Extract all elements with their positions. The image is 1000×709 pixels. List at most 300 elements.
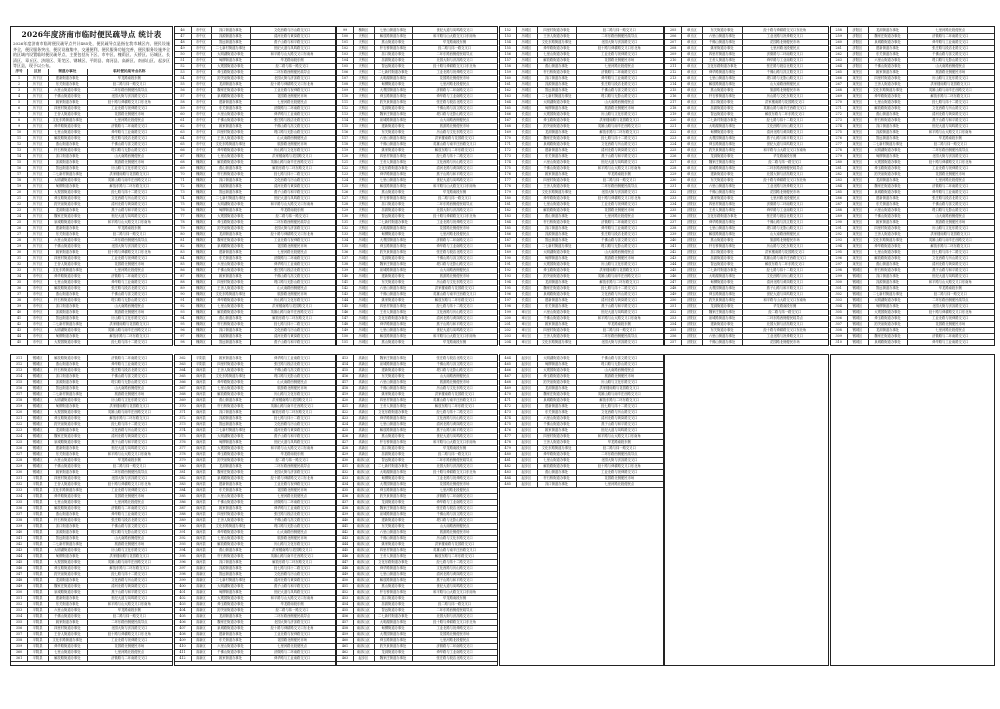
table-block <box>10 354 173 666</box>
place-cell: 工业北路与祝舜路交叉口 <box>601 470 638 474</box>
table-block <box>830 354 995 666</box>
street-cell: 大明湖街道办事处 <box>48 547 88 553</box>
serial-cell: 72 <box>175 183 192 189</box>
street-cell: 泺口街道办事处 <box>868 273 908 279</box>
district-cell: 槐荫区 <box>191 189 213 195</box>
serial-cell: 103 <box>337 51 354 57</box>
street-cell: 燕山街道办事处 <box>211 547 250 553</box>
serial-cell: 320 <box>11 409 28 415</box>
district-cell: 长清区 <box>516 243 538 249</box>
street-cell: 千佛山街道办事处 <box>374 535 413 541</box>
place-cell: 经七路与纬十二路交叉口 <box>601 136 638 140</box>
serial-cell: 400 <box>175 583 192 589</box>
serial-cell: 187 <box>500 237 517 243</box>
place-cell: 解放东路与二环东路交叉口 <box>434 298 475 302</box>
district-cell: 市中区 <box>191 81 213 87</box>
district-cell: 天桥区 <box>353 51 375 57</box>
street-cell: 王舍人街道办事处 <box>702 207 742 213</box>
district-cell: 历下区 <box>27 261 49 267</box>
street-cell: 四里村街道办事处 <box>48 105 88 111</box>
place-cell: 堤口路与无影山路交叉口 <box>766 226 803 230</box>
district-cell: 天桥区 <box>353 207 375 213</box>
street-cell: 四里村街道办事处 <box>702 51 742 57</box>
district-cell: 莱芜区 <box>847 237 869 243</box>
street-cell: 千佛山街道办事处 <box>537 165 577 171</box>
district-cell: 平阴县 <box>27 517 49 523</box>
serial-cell: 390 <box>175 523 192 529</box>
place-cell: 堤口路与无影山路交叉口 <box>932 58 969 62</box>
district-cell: 起步区 <box>516 373 538 379</box>
serial-cell: 463 <box>337 655 354 661</box>
street-cell: 魏家庄街道办事处 <box>537 285 577 291</box>
street-cell: 文化东路街道办事处 <box>374 559 413 565</box>
serial-cell: 18 <box>11 177 28 183</box>
place-cell: 历山路与文化东路交叉口 <box>273 392 311 396</box>
serial-cell: 411 <box>175 649 192 655</box>
street-cell: 甸柳街道办事处 <box>48 553 88 559</box>
serial-cell: 372 <box>175 415 192 421</box>
district-cell: 钢城区 <box>27 445 49 451</box>
place-cell: 经二路与纬一路交叉口 <box>275 608 309 612</box>
place-cell: 清河北路与黄岗路交叉口 <box>273 334 311 338</box>
place-cell: 华龙路南段东侧 <box>607 322 631 326</box>
serial-cell: 76 <box>175 207 192 213</box>
serial-cell: 220 <box>665 117 682 123</box>
street-cell: 杆石桥街道办事处 <box>702 93 742 99</box>
street-cell: 姚家街道办事处 <box>374 541 413 547</box>
district-cell: 起步区 <box>516 469 538 475</box>
district-cell: 历下区 <box>27 219 49 225</box>
street-cell: 智远街道办事处 <box>537 237 577 243</box>
place-cell: 二环东路西侧便民疏导点 <box>273 614 311 618</box>
serial-cell: 124 <box>337 177 354 183</box>
district-cell: 章丘区 <box>516 315 538 321</box>
district-cell: 槐荫区 <box>191 267 213 273</box>
street-cell: 龙洞街道办事处 <box>374 499 413 505</box>
district-cell: 长清区 <box>516 279 538 285</box>
serial-cell: 249 <box>665 291 682 297</box>
street-cell: 四里村街道办事处 <box>48 255 88 261</box>
place-cell: 经二路与纬一路交叉口 <box>438 196 472 200</box>
district-cell: 天桥区 <box>353 39 375 45</box>
district-cell: 高新区 <box>353 445 375 451</box>
district-cell: 长清区 <box>516 171 538 177</box>
street-cell: 东关街道办事处 <box>868 51 908 57</box>
serial-cell: 281 <box>831 165 848 171</box>
district-cell: 长清区 <box>516 237 538 243</box>
street-cell: 趵突泉街道办事处 <box>211 457 250 463</box>
district-cell: 济阳区 <box>681 279 703 285</box>
serial-cell: 1 <box>11 75 28 81</box>
street-cell: 燕山街道办事处 <box>48 291 88 297</box>
place-cell: 堤口路与无影山路交叉口 <box>436 262 473 266</box>
place-cell: 工业北路与祝舜路交叉口 <box>111 638 148 642</box>
district-cell: 长清区 <box>516 177 538 183</box>
serial-cell: 146 <box>337 309 354 315</box>
place-cell: 历山路与文化东路交叉口 <box>111 548 148 552</box>
serial-cell: 62 <box>175 123 192 129</box>
place-cell: 工业北路与祝舜路交叉口 <box>766 34 803 38</box>
place-cell: 千佛山路与泺文路交叉口 <box>111 142 148 146</box>
place-cell: 华龙路南段东侧 <box>607 440 631 444</box>
serial-cell: 164 <box>500 99 517 105</box>
serial-cell: 254 <box>665 321 682 327</box>
serial-cell: 370 <box>175 403 192 409</box>
serial-cell: 242 <box>665 249 682 255</box>
district-cell: 槐荫区 <box>191 231 213 237</box>
serial-cell: 306 <box>831 315 848 321</box>
serial-cell: 36 <box>11 285 28 291</box>
place-cell: 文化西路与历山路交叉口 <box>436 416 473 420</box>
place-cell: 清河北路与黄岗路交叉口 <box>601 148 638 152</box>
serial-cell: 274 <box>831 123 848 129</box>
district-cell: 历城区 <box>353 267 375 273</box>
district-cell: 市中区 <box>27 303 49 309</box>
street-cell: 泺口街道办事处 <box>211 27 250 33</box>
serial-cell: 433 <box>337 475 354 481</box>
district-cell: 章丘区 <box>516 321 538 327</box>
street-cell: 姚家街道办事处 <box>702 45 742 51</box>
street-cell: 甸柳街道办事处 <box>48 333 88 339</box>
street-cell: 舜华路街道办事处 <box>537 45 577 51</box>
place-cell: 张庄路与段店北路交叉口 <box>601 82 638 86</box>
serial-cell: 289 <box>831 213 848 219</box>
district-cell: 历下区 <box>27 87 49 93</box>
street-cell: 舜华路街道办事处 <box>48 493 88 499</box>
table-block <box>499 354 664 666</box>
district-cell: 章丘区 <box>516 327 538 333</box>
place-cell: 堤口路与无影山路交叉口 <box>273 374 311 378</box>
place-cell: 清河北路与黄岗路交叉口 <box>436 572 473 576</box>
column-header: 区县 <box>27 69 49 75</box>
district-cell: 商河县 <box>191 421 213 427</box>
district-cell: 莱芜区 <box>847 99 869 105</box>
place-cell: 千佛山路与泺文路交叉口 <box>436 106 473 110</box>
place-cell: 二环东路西侧便民疏导点 <box>111 620 148 624</box>
district-cell: 商河县 <box>191 415 213 421</box>
district-cell: 南部山区 <box>353 529 375 535</box>
district-cell: 起步区 <box>516 415 538 421</box>
place-cell: 解放东路与二环东路交叉口 <box>930 94 971 98</box>
district-cell: 莱芜区 <box>847 105 869 111</box>
district-cell: 平阴县 <box>27 523 49 529</box>
district-cell: 槐荫区 <box>191 219 213 225</box>
serial-cell: 402 <box>175 595 192 601</box>
place-cell: 历山路与文化东路交叉口 <box>436 536 473 540</box>
district-cell: 历城区 <box>353 333 375 339</box>
district-cell: 钢城区 <box>847 309 869 315</box>
street-cell: 舜玉路街道办事处 <box>211 451 250 457</box>
district-cell: 平阴县 <box>27 475 49 481</box>
place-cell: 文化西路与历山路交叉口 <box>601 410 638 414</box>
place-cell: 张庄路与段店北路交叉口 <box>111 286 148 290</box>
place-cell: 世纪大道与凤鸣路交叉口 <box>766 142 803 146</box>
place-cell: 燕子山路与和平路交叉口 <box>273 190 311 194</box>
district-cell: 天桥区 <box>353 45 375 51</box>
serial-cell: 128 <box>337 201 354 207</box>
district-cell: 天桥区 <box>353 105 375 111</box>
serial-cell: 443 <box>337 535 354 541</box>
street-cell: 杆石桥街道办事处 <box>374 439 413 445</box>
serial-cell: 165 <box>500 105 517 111</box>
place-cell: 北园大街与济泺路交叉口 <box>932 154 969 158</box>
district-cell: 历下区 <box>27 171 49 177</box>
district-cell: 济阳区 <box>681 231 703 237</box>
place-cell: 北园大街与济泺路交叉口 <box>601 340 638 344</box>
district-cell: 槐荫区 <box>191 303 213 309</box>
district-cell: 长清区 <box>516 123 538 129</box>
place-cell: 七里河路北段便民点 <box>439 232 470 236</box>
district-cell: 长清区 <box>516 117 538 123</box>
place-cell: 英雄山路与南辛庄西路交叉口 <box>270 160 314 164</box>
place-cell: 山大南路西侧便民点 <box>277 380 307 384</box>
district-cell: 商河县 <box>191 541 213 547</box>
district-cell: 历城区 <box>516 39 538 45</box>
street-cell: 解放路街道办事处 <box>48 655 88 661</box>
place-cell: 千佛山路与泺文路交叉口 <box>436 512 473 516</box>
place-cell: 经二路与纬一路交叉口 <box>275 64 309 68</box>
place-cell: 燕子山路与和平路交叉口 <box>111 208 148 212</box>
district-cell: 槐荫区 <box>191 261 213 267</box>
street-cell: 杆石桥街道办事处 <box>868 117 908 123</box>
serial-cell: 120 <box>337 153 354 159</box>
street-cell: 东关街道办事处 <box>211 637 250 643</box>
district-cell: 历城区 <box>353 297 375 303</box>
street-cell: 文化东路街道办事处 <box>374 315 413 321</box>
serial-cell: 271 <box>831 105 848 111</box>
place-cell: 舜华路与工业南路交叉口 <box>932 190 969 194</box>
place-cell: 舜华路与工业南路交叉口 <box>111 362 148 366</box>
district-cell: 市中区 <box>191 147 213 153</box>
place-cell: 经七路与纬十二路交叉口 <box>436 410 473 414</box>
street-cell: 建新街道办事处 <box>868 195 908 201</box>
street-cell: 魏家庄街道办事处 <box>702 309 742 315</box>
street-cell: 千佛山街道办事处 <box>211 267 250 273</box>
serial-cell: 69 <box>175 165 192 171</box>
serial-cell: 55 <box>175 81 192 87</box>
street-cell: 千佛山街道办事处 <box>374 385 413 391</box>
street-cell: 泺源街道办事处 <box>702 105 742 111</box>
district-cell: 高新区 <box>353 385 375 391</box>
district-cell: 钢城区 <box>847 297 869 303</box>
street-cell: 泺口街道办事处 <box>537 75 577 81</box>
serial-cell: 313 <box>11 367 28 373</box>
street-cell: 泺口街道办事处 <box>374 201 413 207</box>
street-cell: 趵突泉街道办事处 <box>702 147 742 153</box>
place-cell: 经二路与纬一路交叉口 <box>602 178 636 182</box>
serial-cell: 166 <box>500 111 517 117</box>
street-cell: 七里山街道办事处 <box>48 279 88 285</box>
district-cell: 市中区 <box>27 333 49 339</box>
street-cell: 杆石桥街道办事处 <box>211 321 250 327</box>
serial-cell: 210 <box>665 57 682 63</box>
district-cell: 莱芜区 <box>847 189 869 195</box>
place-cell: 旅游路北侧便民市场 <box>439 380 470 384</box>
street-cell: 甸柳街道办事处 <box>537 105 577 111</box>
place-cell: 经十路与舜耕路交叉口东北角 <box>433 214 477 218</box>
serial-cell: 255 <box>665 327 682 333</box>
street-cell: 千佛山街道办事处 <box>48 613 88 619</box>
street-cell: 王舍人街道办事处 <box>211 285 250 291</box>
place-cell: 经十路与舜耕路交叉口东北角 <box>270 232 314 236</box>
district-cell: 莱芜区 <box>847 225 869 231</box>
serial-cell: 397 <box>175 565 192 571</box>
street-cell: 舜华路街道办事处 <box>211 297 250 303</box>
place-cell: 燕子山路与和平路交叉口 <box>436 578 473 582</box>
serial-cell: 421 <box>337 403 354 409</box>
district-cell: 钢城区 <box>847 327 869 333</box>
serial-cell: 133 <box>337 231 354 237</box>
place-cell: 工业北路与祝舜路交叉口 <box>932 316 969 320</box>
district-cell: 商河县 <box>191 529 213 535</box>
district-cell: 槐荫区 <box>191 279 213 285</box>
district-cell: 历下区 <box>27 237 49 243</box>
place-cell: 洪家楼南路与花园路交叉口 <box>109 172 150 176</box>
serial-cell: 227 <box>665 159 682 165</box>
serial-cell: 171 <box>500 141 517 147</box>
serial-cell: 292 <box>831 231 848 237</box>
district-cell: 天桥区 <box>353 183 375 189</box>
place-cell: 堤口路与无影山路交叉口 <box>766 76 803 80</box>
place-cell: 二环东路西侧便民疏导点 <box>436 202 473 206</box>
place-cell: 和平路与山大路交叉口东南角 <box>433 184 477 188</box>
street-cell: 魏家庄街道办事处 <box>374 355 413 361</box>
serial-cell: 199 <box>500 309 517 315</box>
street-cell: 魏家庄街道办事处 <box>868 33 908 39</box>
serial-cell: 143 <box>337 291 354 297</box>
place-cell: 历山路与文化东路交叉口 <box>766 94 803 98</box>
serial-cell: 142 <box>337 285 354 291</box>
serial-cell: 264 <box>831 63 848 69</box>
serial-cell: 407 <box>175 625 192 631</box>
serial-cell: 366 <box>175 379 192 385</box>
district-cell: 商河县 <box>191 403 213 409</box>
district-cell: 天桥区 <box>353 153 375 159</box>
serial-cell: 395 <box>175 553 192 559</box>
serial-cell: 483 <box>500 469 517 475</box>
serial-cell: 278 <box>831 147 848 153</box>
street-cell: 七里山街道办事处 <box>211 535 250 541</box>
place-cell: 和平路与山大路交叉口东南角 <box>107 602 151 606</box>
place-cell: 济微路与二环南路交叉口 <box>111 656 148 660</box>
place-cell: 山大南路西侧便民点 <box>604 100 635 104</box>
place-cell: 舜华路与工业南路交叉口 <box>932 40 969 44</box>
serial-cell: 222 <box>665 129 682 135</box>
district-cell: 槐荫区 <box>191 171 213 177</box>
street-cell: 解放路街道办事处 <box>537 463 577 469</box>
district-cell: 钢城区 <box>27 373 49 379</box>
serial-cell: 452 <box>337 589 354 595</box>
district-cell: 长清区 <box>516 189 538 195</box>
street-cell: 杆石桥街道办事处 <box>537 69 577 75</box>
place-cell: 工业北路与祝舜路交叉口 <box>111 488 148 492</box>
serial-cell: 105 <box>337 63 354 69</box>
serial-cell: 250 <box>665 297 682 303</box>
serial-cell: 427 <box>337 439 354 445</box>
district-cell: 章丘区 <box>516 339 538 345</box>
street-cell: 大观园街道办事处 <box>374 631 413 637</box>
street-cell: 大观园街道办事处 <box>537 111 577 117</box>
place-cell: 文化西路与历山路交叉口 <box>436 566 473 570</box>
serial-cell: 104 <box>337 57 354 63</box>
place-cell: 经二路与纬一路交叉口 <box>438 46 472 50</box>
place-cell: 北园大街与济泺路交叉口 <box>111 94 148 98</box>
street-cell: 燕山街道办事处 <box>868 111 908 117</box>
serial-cell: 228 <box>665 165 682 171</box>
place-cell: 旅游路北侧便民市场 <box>114 160 145 164</box>
district-cell: 南部山区 <box>353 607 375 613</box>
place-cell: 经七路与纬十二路交叉口 <box>766 268 803 272</box>
street-cell: 舜华路街道办事处 <box>211 147 250 153</box>
district-cell: 起步区 <box>516 385 538 391</box>
street-cell: 东关街道办事处 <box>374 279 413 285</box>
street-cell: 龙洞街道办事处 <box>537 279 577 285</box>
street-cell: 趵突泉街道办事处 <box>868 171 908 177</box>
place-cell: 千佛山路与泺文路交叉口 <box>273 518 311 522</box>
street-cell: 七里山街道办事处 <box>702 75 742 81</box>
district-cell: 章丘区 <box>681 147 703 153</box>
place-cell: 经七路与纬十二路交叉口 <box>436 560 473 564</box>
place-cell: 二环东路西侧便民疏导点 <box>601 184 638 188</box>
serial-cell: 31 <box>11 255 28 261</box>
place-cell: 山大南路西侧便民点 <box>114 154 145 158</box>
place-cell: 二环东路西侧便民疏导点 <box>601 34 638 38</box>
serial-cell: 65 <box>175 141 192 147</box>
street-cell: 大明湖街道办事处 <box>702 123 742 129</box>
street-cell: 甸柳街道办事处 <box>702 129 742 135</box>
district-cell: 高新区 <box>353 409 375 415</box>
street-cell: 甸柳街道办事处 <box>374 81 413 87</box>
serial-cell: 319 <box>11 403 28 409</box>
serial-cell: 270 <box>831 99 848 105</box>
street-cell: 趵突泉街道办事处 <box>211 225 250 231</box>
district-cell: 起步区 <box>353 655 375 661</box>
street-cell: 文化东路街道办事处 <box>48 487 88 493</box>
street-cell: 泺口街道办事处 <box>537 225 577 231</box>
district-cell: 槐荫区 <box>191 309 213 315</box>
place-cell: 文化西路与历山路交叉口 <box>273 178 311 182</box>
serial-cell: 484 <box>500 475 517 481</box>
serial-cell: 445 <box>337 547 354 553</box>
street-cell: 泺口街道办事处 <box>211 177 250 183</box>
serial-cell: 88 <box>175 279 192 285</box>
district-cell: 市中区 <box>191 57 213 63</box>
street-cell: 杆石桥街道办事处 <box>48 367 88 373</box>
street-cell: 四里村街道办事处 <box>537 433 577 439</box>
serial-cell: 346 <box>11 565 28 571</box>
district-cell: 长清区 <box>516 285 538 291</box>
place-cell: 经二路与纬一路交叉口 <box>112 614 146 618</box>
serial-cell: 261 <box>831 45 848 51</box>
serial-cell: 260 <box>831 39 848 45</box>
street-cell: 六里山街道办事处 <box>702 33 742 39</box>
street-cell: 泺源街道办事处 <box>48 309 88 315</box>
street-cell: 四里村街道办事处 <box>48 625 88 631</box>
serial-cell: 368 <box>175 391 192 397</box>
district-cell: 历下区 <box>27 225 49 231</box>
street-cell: 四里村街道办事处 <box>211 361 250 367</box>
district-cell: 商河县 <box>191 463 213 469</box>
district-cell: 钢城区 <box>27 355 49 361</box>
street-cell: 七里山街道办事处 <box>374 571 413 577</box>
street-cell: 舜玉路街道办事处 <box>211 219 250 225</box>
place-cell: 经二路与纬一路交叉口 <box>112 232 146 236</box>
street-cell: 二七新村街道办事处 <box>48 391 88 397</box>
place-cell: 华龙路南段东侧 <box>280 58 304 62</box>
serial-cell: 331 <box>11 475 28 481</box>
district-cell: 槐荫区 <box>191 243 213 249</box>
street-cell: 龙洞街道办事处 <box>537 129 577 135</box>
